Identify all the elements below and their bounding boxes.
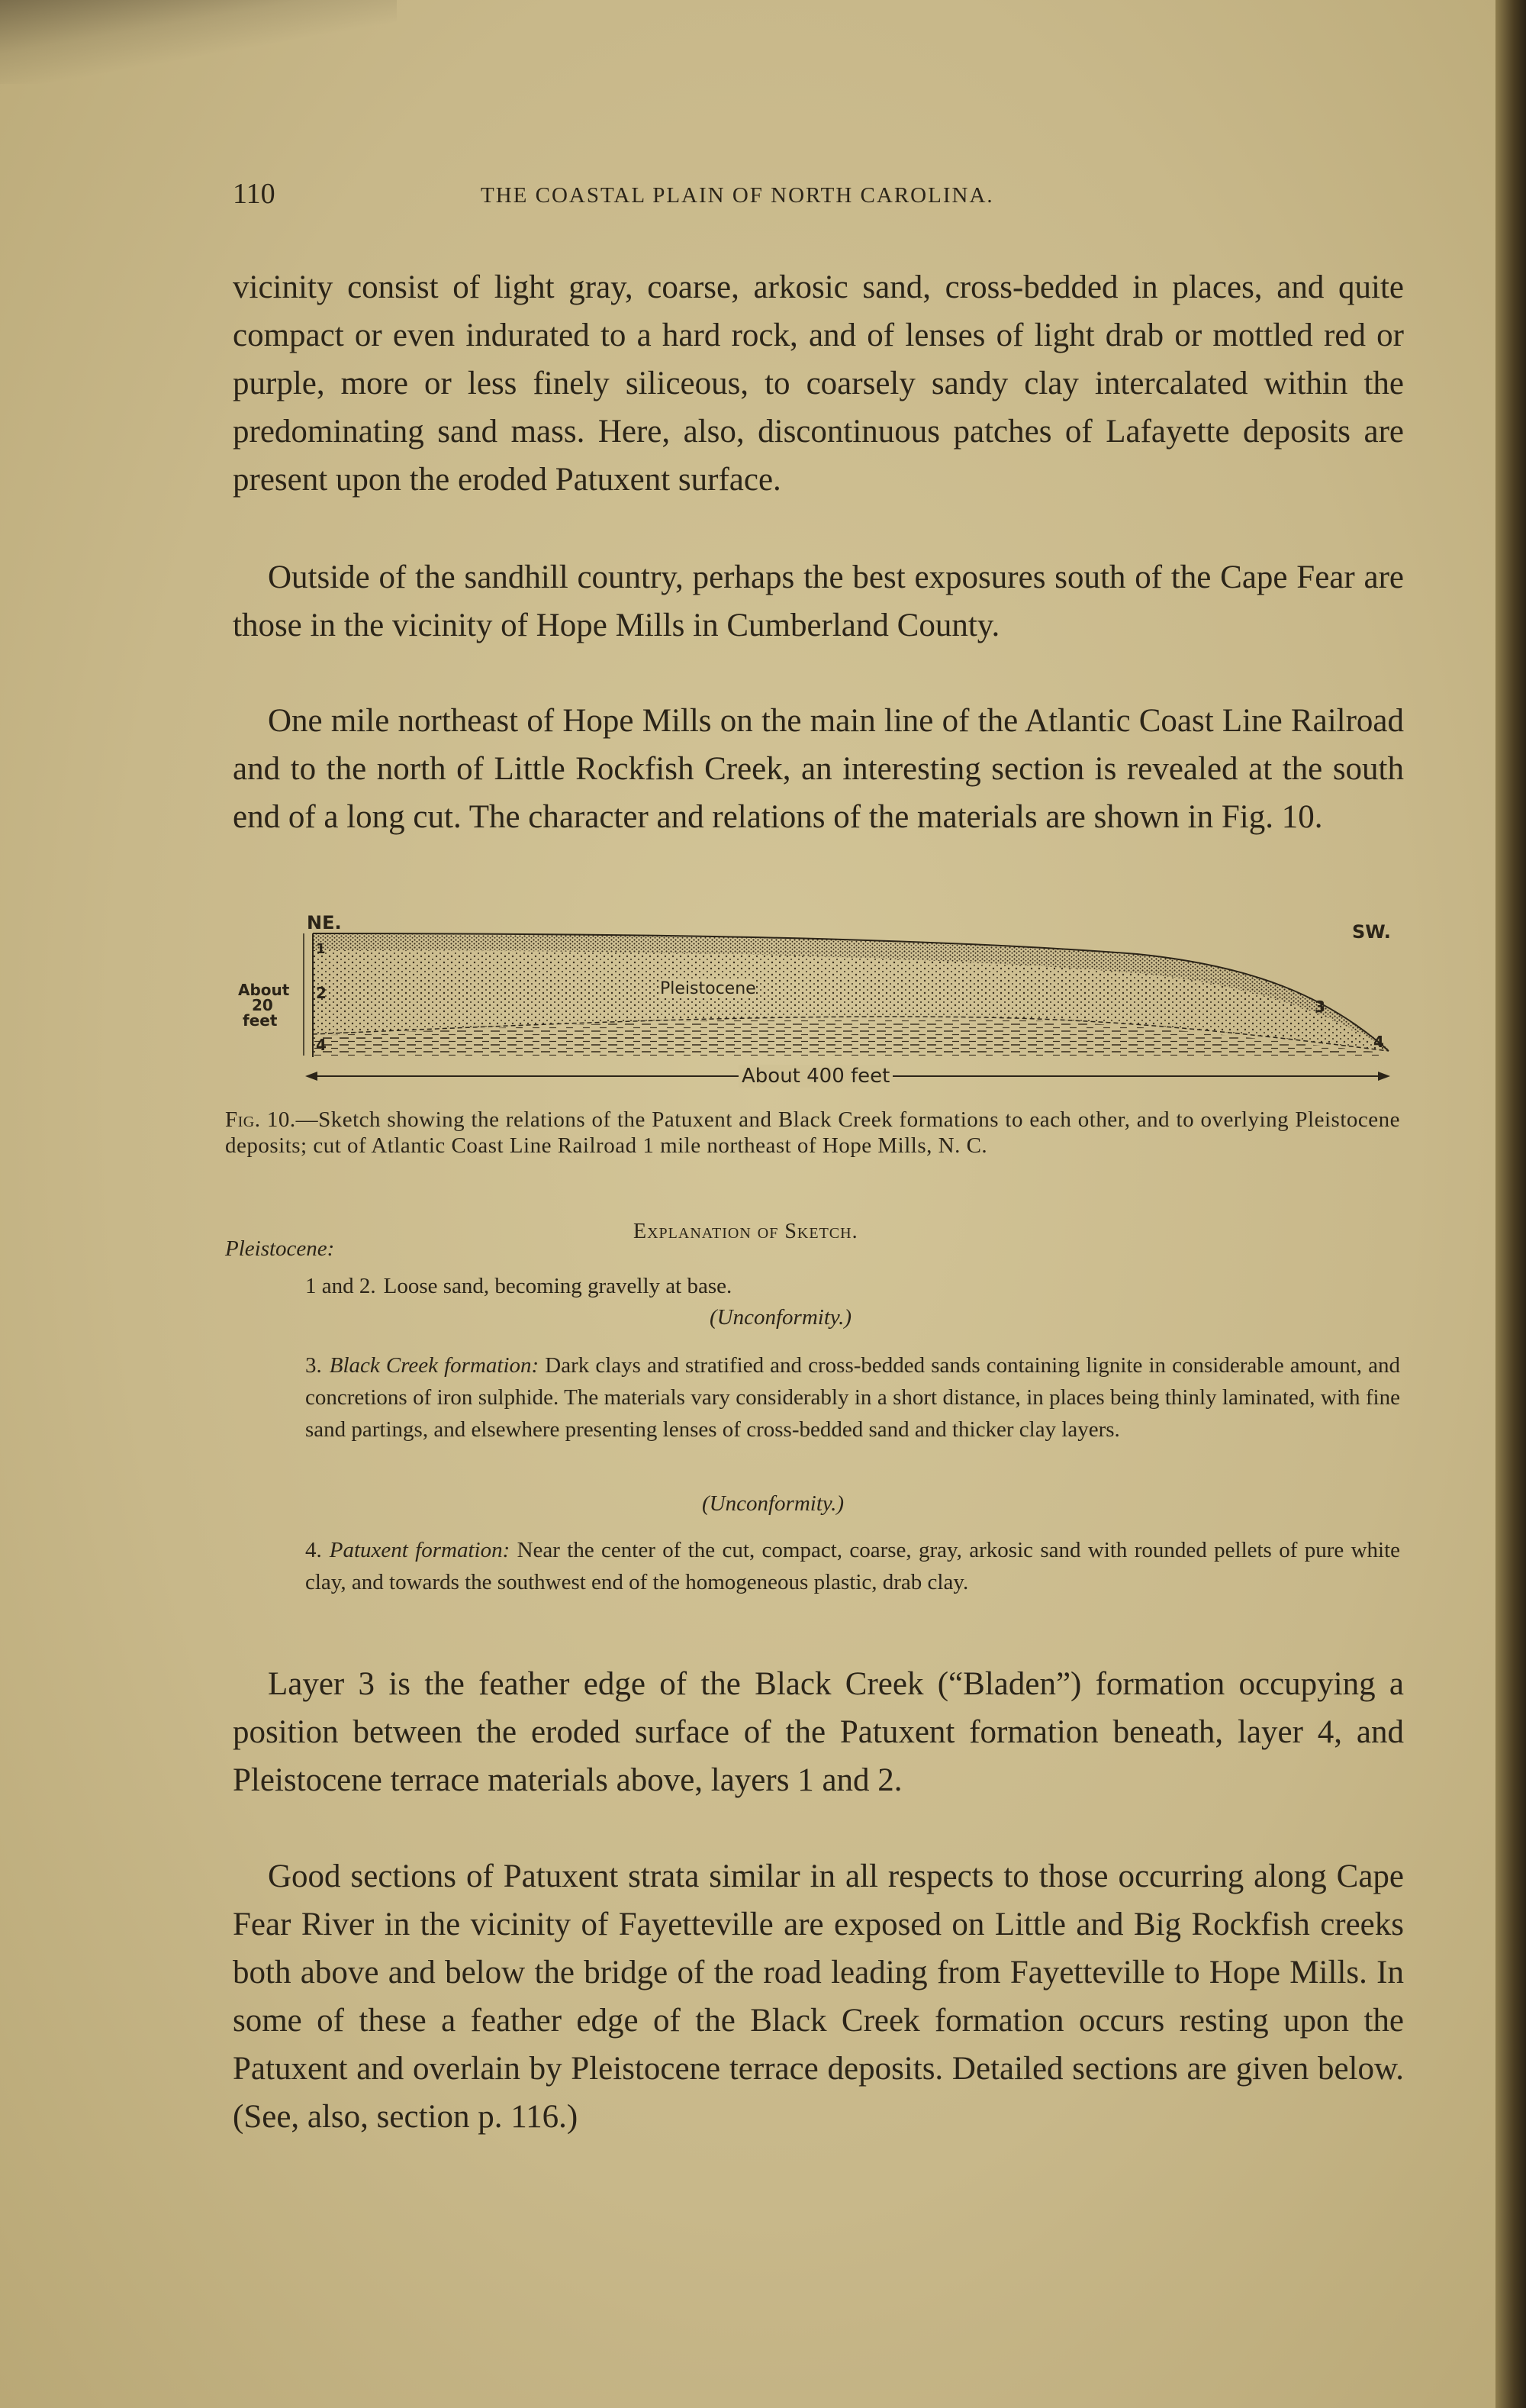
item-1-number: 1 and 2. (305, 1274, 376, 1298)
pleistocene-heading: Pleistocene: (225, 1236, 335, 1261)
explanation-item-3 (305, 1349, 1400, 1446)
paragraph-2: Outside of the sandhill country, perhaps the best exposures south of the Cape Fear are those in the vicinity of Hope Mills in Cumberland County. (233, 559, 1404, 643)
layer-4-left-label: 4 (316, 1036, 327, 1054)
unconformity-2: (Unconformity.) (702, 1491, 845, 1516)
explanation-item-4 (305, 1534, 1400, 1598)
cross-section-diagram (221, 912, 1412, 1088)
figure-caption (225, 1107, 1400, 1159)
unconformity-1: (Unconformity.) (710, 1305, 852, 1330)
pleistocene-label: Pleistocene (660, 979, 756, 998)
item-3-number: 3. (305, 1353, 322, 1378)
page-header (233, 177, 1400, 215)
page-number: 110 (233, 178, 275, 210)
running-head: THE COASTAL PLAIN OF NORTH CAROLINA. (481, 183, 994, 208)
layer-4-label: 4 (1373, 1033, 1384, 1051)
sw-label: SW. (1352, 921, 1391, 943)
item-4-text: Near the center of the cut, compact, coarse, gray, arkosic sand with rounded pellets of pure white clay, and towards the southwest end of the homogeneous plastic, drab clay. (305, 1538, 1400, 1594)
page-corner-shadow (0, 0, 397, 84)
item-4-number: 4. (305, 1538, 322, 1562)
width-label: About 400 feet (739, 1065, 893, 1088)
ne-label: NE. (307, 912, 342, 933)
paragraph-4: Layer 3 is the feather edge of the Black Creek (“Bladen”) formation occupying a position between the eroded surface of the Patuxent formation beneath, layer 4, and Pleistocene terrace materials above, layers 1 and 2. (233, 1666, 1404, 1798)
item-3-name: Black Creek formation: (329, 1353, 539, 1378)
height-label-feet: feet (243, 1011, 278, 1030)
layer-3-label: 3 (1315, 998, 1325, 1016)
book-gutter (1495, 0, 1526, 2408)
paragraph-1: vicinity consist of light gray, coarse, arkosic sand, cross-bedded in places, and quite compact or even indurated to a hard rock, and of lenses of light drab or mottled red or purple, more or less finely siliceous, to coarsely sandy clay intercalated within the predominating sand mass. Here, also, discontinuous patches of Lafayette deposits are present upon the eroded Patuxent surface. (233, 269, 1404, 498)
paragraph-5: Good sections of Patuxent strata similar in all respects to those occurring along Cape Fear River in the vicinity of Fayetteville are exposed on Little and Big Rockfish creeks both above and below the bridge of the road leading from Fayetteville to Hope Mills. In some of these a feather edge of the Black Creek formation occurs resting upon the Patuxent and overlain by Pleistocene terrace deposits. Detailed sections are given below. (See, also, section p. 116.) (233, 1858, 1404, 2135)
item-4-name: Patuxent formation: (329, 1538, 510, 1562)
height-label-about: About (238, 981, 290, 999)
figure-10-sketch (221, 912, 1412, 1088)
item-1-text: Loose sand, becoming gravelly at base. (383, 1274, 732, 1298)
item-3-text: Dark clays and stratified and cross-bedded sands containing lignite in considerable amount, and concretions of iron sulphide. The materials vary considerably in a short distance, in places being thinly laminated, with fine sand partings, and elsewhere presenting lenses of cross-bedded sand and thicker clay layers. (305, 1353, 1400, 1442)
layer-1-label: 1 (316, 941, 326, 957)
height-label-20: 20 (252, 996, 273, 1014)
figure-caption-tag: Fig. 10. (225, 1107, 296, 1132)
explanation-title: Explanation of Sketch. (633, 1220, 858, 1243)
explanation-item-1 (305, 1270, 1400, 1302)
paragraph-3: One mile northeast of Hope Mills on the main line of the Atlantic Coast Line Railroad and to the north of Little Rockfish Creek, an interesting section is revealed at the south end of a long cut. The character and relations of the materials are shown in Fig. 10. (233, 703, 1404, 835)
figure-caption-text: —Sketch showing the relations of the Patuxent and Black Creek formations to each other, and to overlying Pleistocene deposits; cut of Atlantic Coast Line Railroad 1 mile northeast of Hope Mills, N. C. (225, 1107, 1401, 1158)
layer-2-label: 2 (316, 984, 327, 1002)
